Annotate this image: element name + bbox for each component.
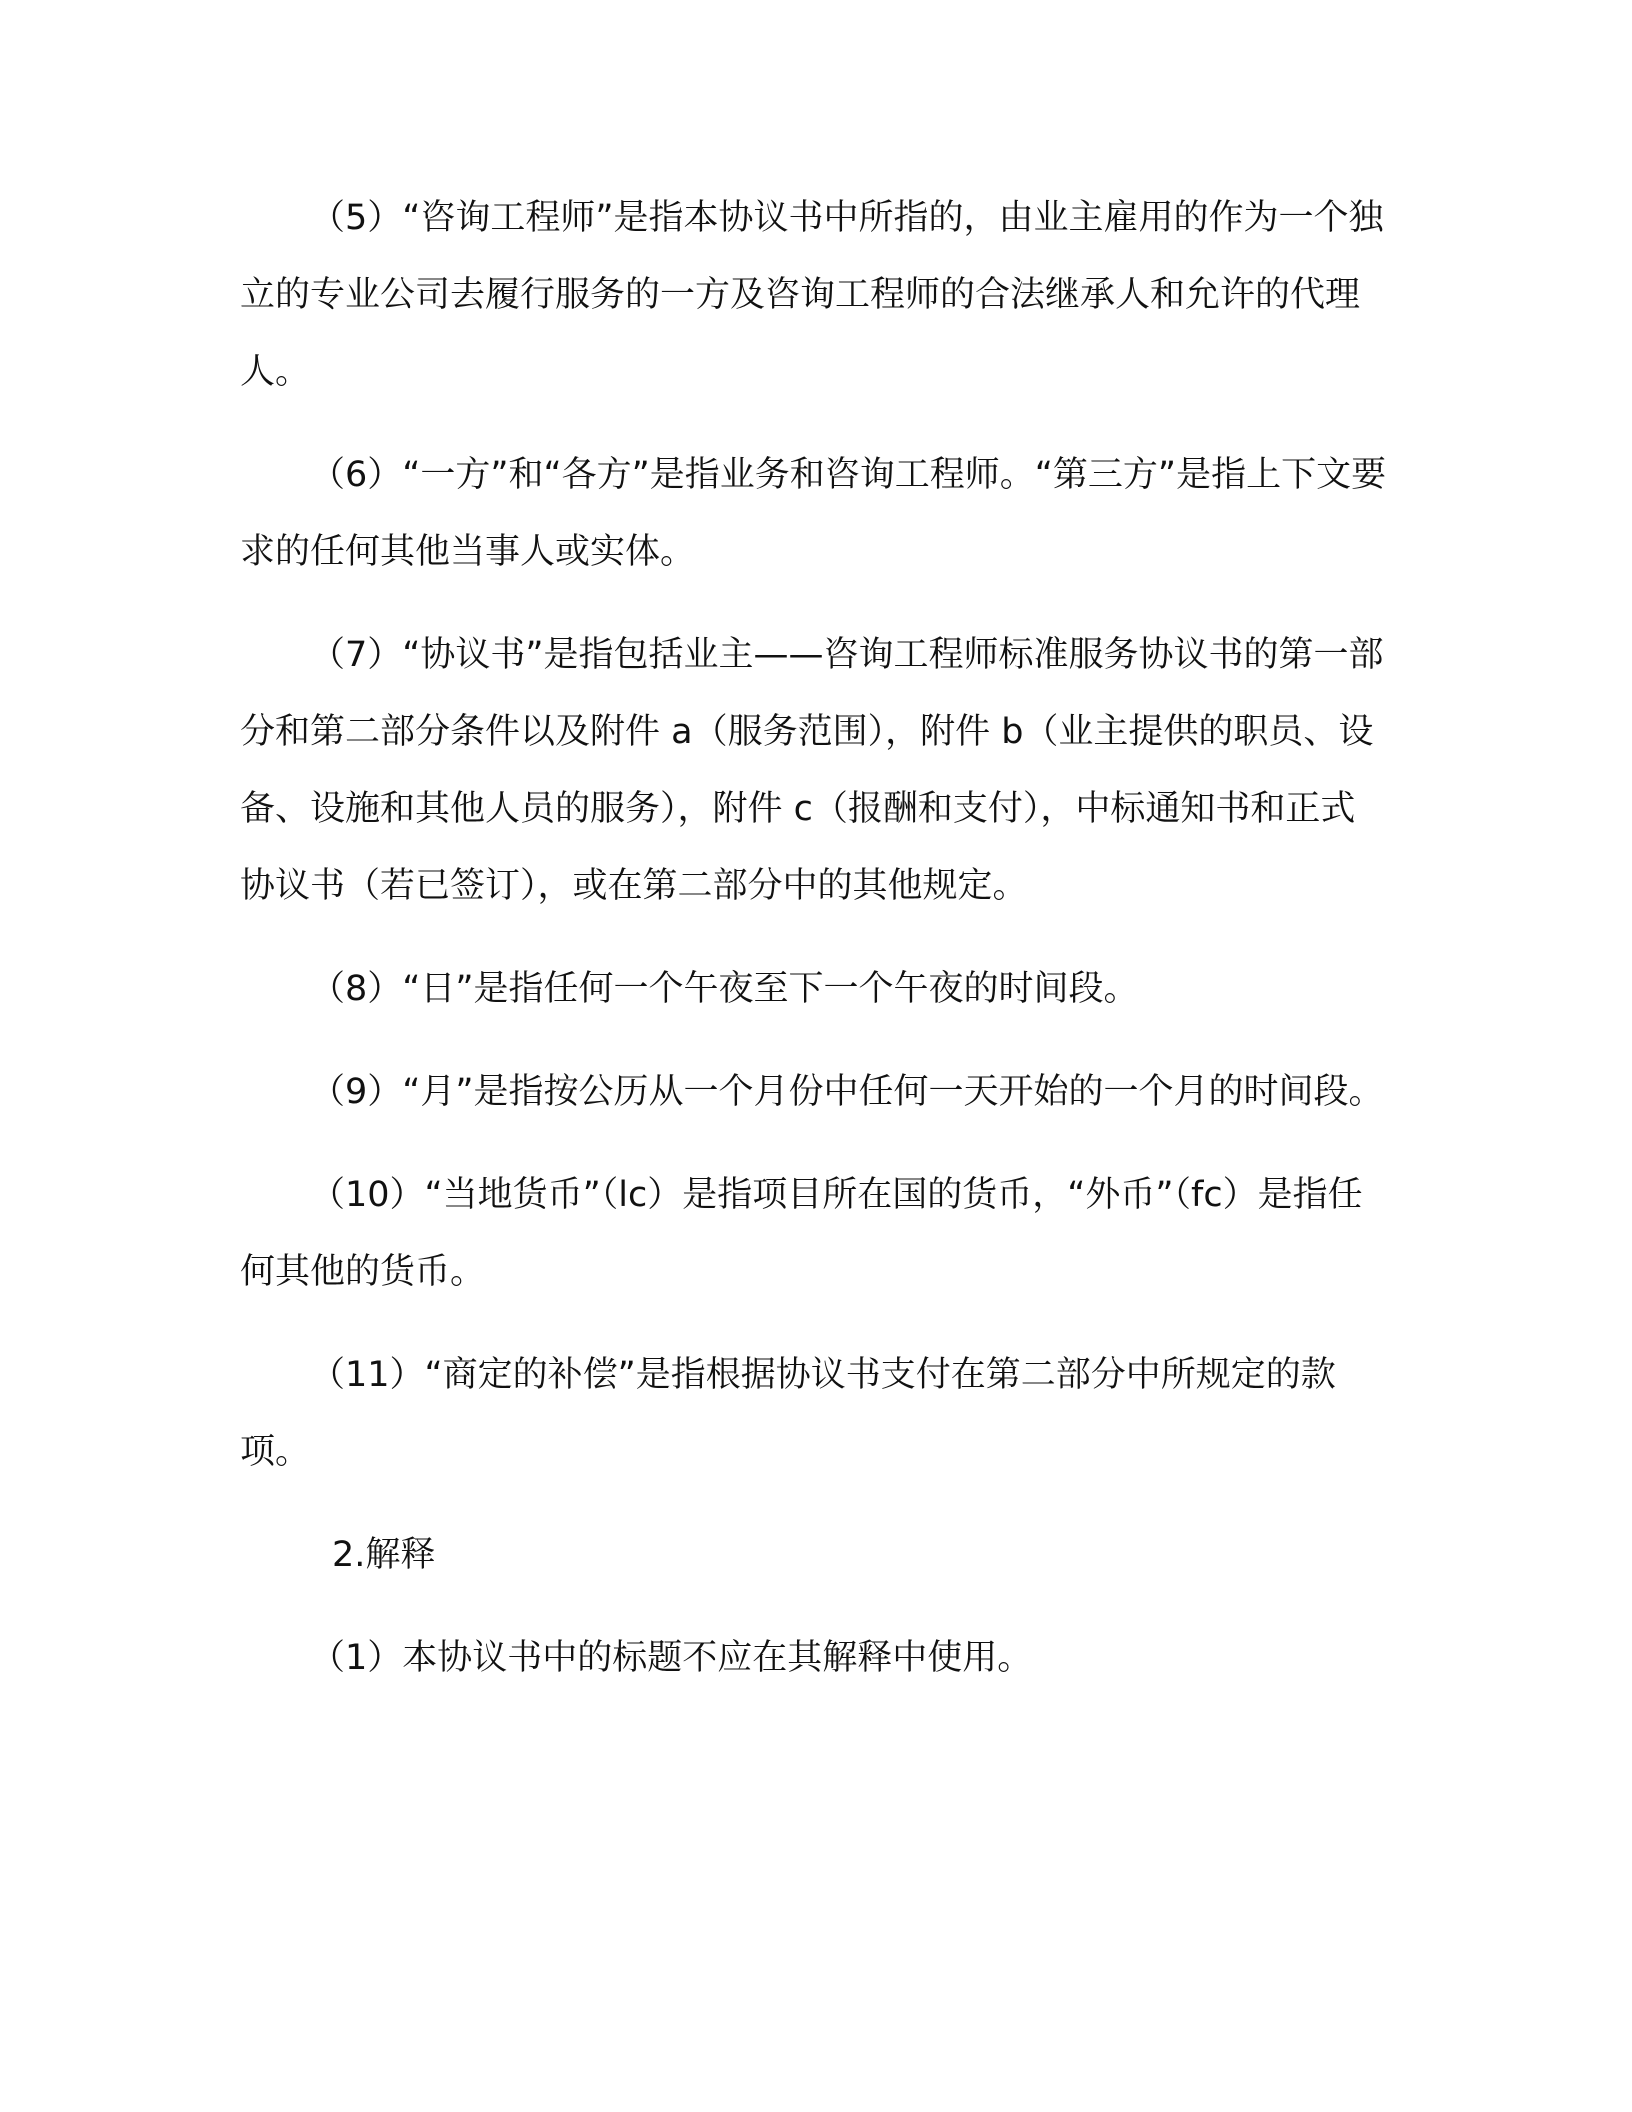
definition-10-paragraph: （10）“当地货币”（lc）是指项目所在国的货币，“外币”（fc）是指任何其他的货币。	[240, 1175, 1363, 1292]
document-body	[240, 180, 1390, 1697]
definition-11-paragraph: （11）“商定的补偿”是指根据协议书支付在第二部分中所规定的款项。	[240, 1355, 1336, 1472]
interpretation-1-paragraph: （1）本协议书中的标题不应在其解释中使用。	[310, 1638, 1033, 1678]
definition-5-paragraph: （5）“咨询工程师”是指本协议书中所指的，由业主雇用的作为一个独立的专业公司去履行服务的一方及咨询工程师的合法继承人和允许的代理人。	[240, 198, 1384, 392]
definition-8-paragraph: （8）“日”是指任何一个午夜至下一个午夜的时间段。	[310, 969, 1139, 1009]
definition-6-paragraph: （6）“一方”和“各方”是指业务和咨询工程师。“第三方”是指上下文要求的任何其他当事人或实体。	[240, 455, 1387, 572]
definition-7-paragraph: （7）“协议书”是指包括业主——咨询工程师标准服务协议书的第一部分和第二部分条件以及附件 a（服务范围），附件 b（业主提供的职员、设备、设施和其他人员的服务），附件 c（报酬和支付），中标通知书和正式协议书（若已签订），或在第二部分中的其他规定。	[240, 635, 1384, 906]
definition-9-paragraph: （9）“月”是指按公历从一个月份中任何一天开始的一个月的时间段。	[310, 1072, 1384, 1112]
section-heading: 2.解释	[332, 1535, 436, 1575]
